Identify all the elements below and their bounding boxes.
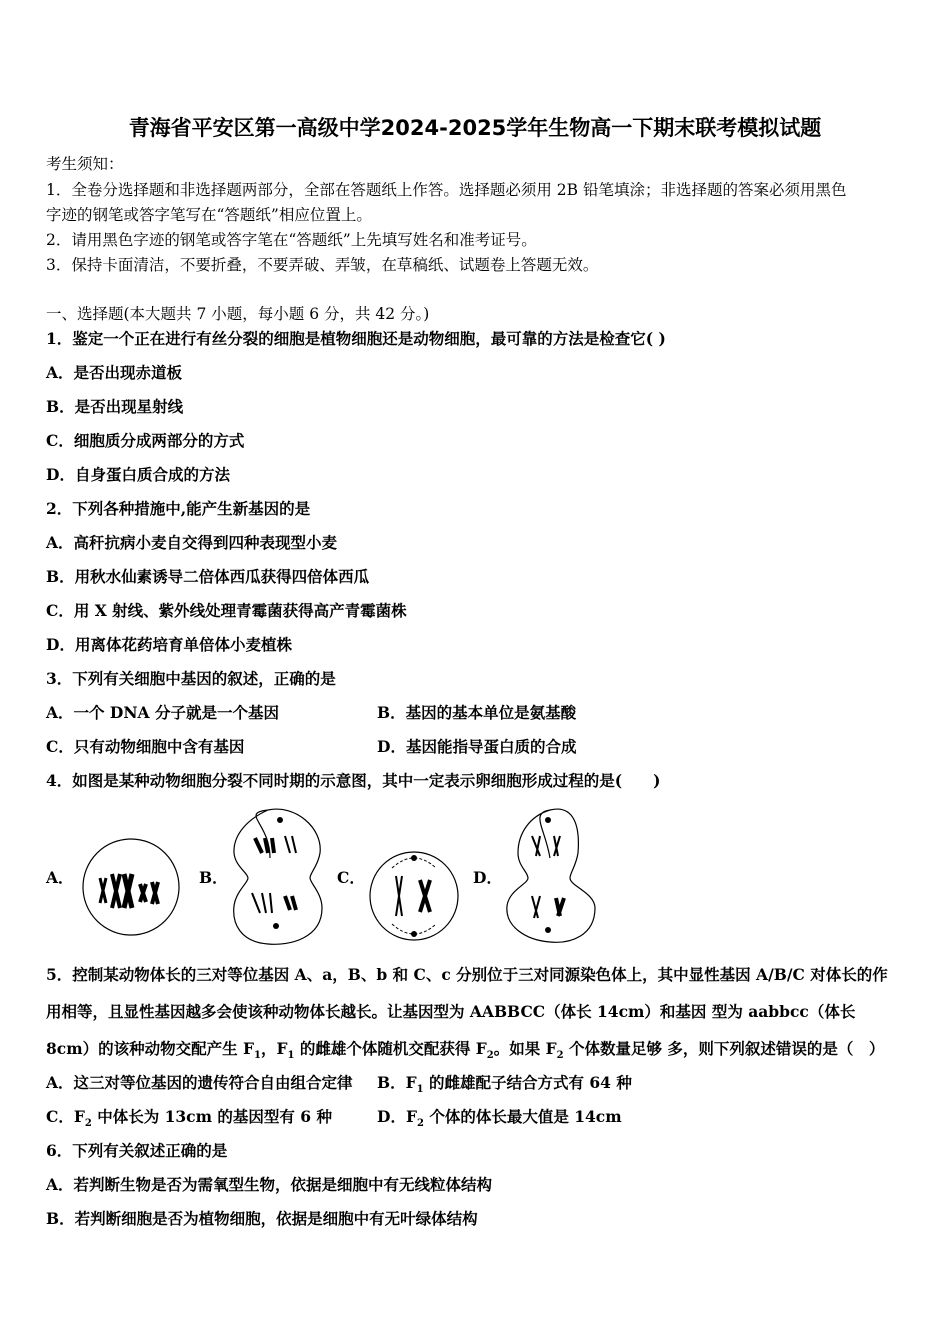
notice-heading: 考生须知： <box>46 155 124 173</box>
q5-sub: 2 <box>84 1118 92 1130</box>
question-4-stem: 4．如图是某种动物细胞分裂不同时期的示意图，其中一定表示卵细胞形成过程的是( ) <box>46 771 661 790</box>
notice-item: 2．请用黑色字迹的钢笔或答字笔在“答题纸”上先填写姓名和准考证号。 <box>46 231 537 249</box>
q2-option-b: B．用秋水仙素诱导二倍体西瓜获得四倍体西瓜 <box>46 567 370 586</box>
notice-item: 字迹的钢笔或答字笔写在“答题纸”相应位置上。 <box>46 206 372 224</box>
notice-item: 3．保持卡面清洁，不要折叠，不要弄破、弄皱，在草稿纸、试题卷上答题无效。 <box>46 256 599 274</box>
q5-sub: 1 <box>287 1050 295 1062</box>
q5-option-c <box>46 1105 332 1129</box>
question-6-stem: 6．下列有关叙述正确的是 <box>46 1141 228 1160</box>
q5-text: 的雌雄个体随机交配获得 F <box>294 1039 487 1058</box>
page-title: 青海省平安区第一高级中学2024-2025学年生物高一下期末联考模拟试题 <box>128 116 822 140</box>
q5-option-b <box>377 1071 632 1095</box>
q2-option-a: A．高秆抗病小麦自交得到四种表现型小麦 <box>46 533 338 552</box>
cell-a-figure <box>83 839 179 935</box>
q4-label-a: A． <box>46 868 74 887</box>
question-5-stem-line2: 用相等，且显性基因越多会使该种动物体长越长。让基因型为 AABBCC（体长 14cm）和基因 型为 aabbcc（体长 <box>46 1002 856 1021</box>
q6-option-a: A．若判断生物是否为需氧型生物，依据是细胞中有无线粒体结构 <box>46 1175 493 1194</box>
q5-text: 的雌雄配子结合方式有 64 种 <box>423 1073 632 1092</box>
q4-label-c: C． <box>337 868 365 887</box>
q5-sub: 1 <box>416 1084 424 1096</box>
q2-option-d: D．用离体花药培育单倍体小麦植株 <box>46 635 292 654</box>
question-1-stem: 1．鉴定一个正在进行有丝分裂的细胞是植物细胞还是动物细胞，最可靠的方法是检查它( ) <box>46 329 666 348</box>
question-5-stem-line1: 5．控制某动物体长的三对等位基因 A、a，B、b 和 C、c 分别位于三对同源染色体上，其中显性基因 A/B/C 对体长的作 <box>46 965 888 984</box>
q4-label-b: B． <box>199 868 228 887</box>
notice-item: 1．全卷分选择题和非选择题两部分，全部在答题纸上作答。选择题必须用 2B 铅笔填涂；非选择题的答案必须用黑色 <box>46 181 847 199</box>
q1-option-b: B．是否出现星射线 <box>46 397 184 416</box>
q5-sub: 2 <box>416 1118 424 1130</box>
q5-sub: 2 <box>556 1050 564 1062</box>
q6-option-b: B．若判断细胞是否为植物细胞，依据是细胞中有无叶绿体结构 <box>46 1209 478 1228</box>
q5-option-d <box>377 1105 622 1129</box>
q1-option-c: C．细胞质分成两部分的方式 <box>46 431 245 450</box>
q5-sub: 2 <box>486 1050 494 1062</box>
q3-option-d: D．基因能指导蛋白质的合成 <box>377 737 577 756</box>
cell-c-figure <box>370 852 458 940</box>
cell-b-figure <box>234 809 322 944</box>
q3-option-b: B．基因的基本单位是氨基酸 <box>377 703 577 722</box>
question-2-stem: 2．下列各种措施中,能产生新基因的是 <box>46 499 311 518</box>
q4-label-d: D． <box>473 868 502 887</box>
q5-text: 中体长为 13cm 的基因型有 6 种 <box>91 1107 332 1126</box>
question-5-stem-line3 <box>46 1037 884 1061</box>
question-3-stem: 3．下列有关细胞中基因的叙述，正确的是 <box>46 669 336 688</box>
section-heading: 一、选择题(本大题共 7 小题，每小题 6 分，共 42 分。) <box>46 305 430 323</box>
q5-text: 8cm）的该种动物交配产生 F <box>46 1039 255 1058</box>
q5-text: D．F <box>377 1107 417 1126</box>
q1-option-a: A．是否出现赤道板 <box>46 363 183 382</box>
cell-division-diagram <box>40 808 620 948</box>
q5-sub: 1 <box>254 1050 261 1062</box>
q1-option-d: D．自身蛋白质合成的方法 <box>46 465 230 484</box>
q5-text: 个体的体长最大值是 14cm <box>423 1107 622 1126</box>
q5-option-a: A．这三对等位基因的遗传符合自由组合定律 <box>46 1073 353 1092</box>
q5-text: ，F <box>261 1039 288 1058</box>
q2-option-c: C．用 X 射线、紫外线处理青霉菌获得高产青霉菌株 <box>46 601 407 620</box>
q5-text: C．F <box>46 1107 85 1126</box>
q3-option-c: C．只有动物细胞中含有基因 <box>46 737 245 756</box>
cell-d-figure <box>507 809 595 942</box>
q3-option-a: A．一个 DNA 分子就是一个基因 <box>46 703 279 722</box>
q5-text: B．F <box>377 1073 417 1092</box>
q5-text: 个体数量足够 多，则下列叙述错误的是（ ） <box>563 1039 885 1058</box>
q5-text: 。如果 F <box>493 1039 557 1058</box>
